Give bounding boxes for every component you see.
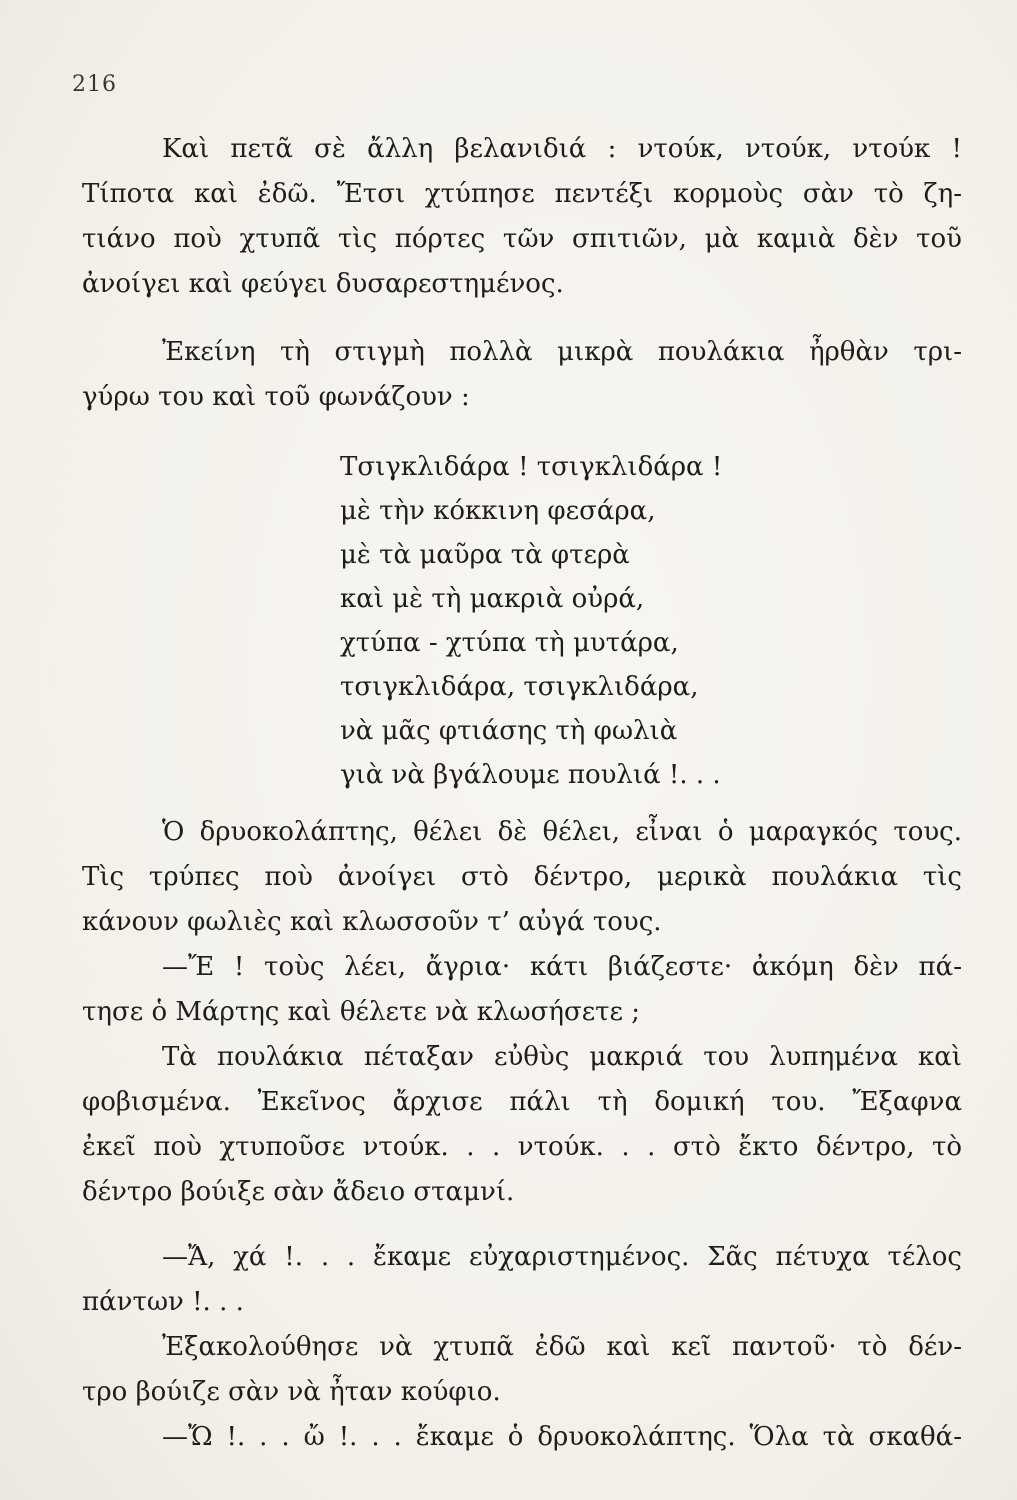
text-line: Καὶ πετᾶ σὲ ἄλλη βελανιδιά : ντούκ, ντούκ, ντούκ ! bbox=[162, 134, 962, 164]
text-line: γύρω του καὶ τοῦ φωνάζουν : bbox=[82, 382, 470, 412]
text-line: ἐκεῖ ποὺ χτυποῦσε ντούκ. . . ντούκ. . . στὸ ἔκτο δέντρο, τὸ bbox=[82, 1132, 962, 1162]
verse-line: Τσιγκλιδάρα ! τσιγκλιδάρα ! bbox=[340, 452, 723, 482]
text-line: κάνουν φωλιὲς καὶ κλωσσοῦν τ’ αὐγά τους. bbox=[82, 907, 662, 937]
dialogue-line: —Ὤ !. . . ὤ !. . . ἔκαμε ὁ δρυοκολάπτης. Ὅλα τὰ σκαθά- bbox=[162, 1422, 962, 1452]
text-line: πάντων !. . . bbox=[82, 1287, 244, 1317]
text-line: Τὶς τρύπες ποὺ ἀνοίγει στὸ δέντρο, μερικὰ πουλάκια τὶς bbox=[82, 862, 962, 892]
verse-line: χτύπα - χτύπα τὴ μυτάρα, bbox=[340, 628, 679, 658]
text-line: Ἐκείνη τὴ στιγμὴ πολλὰ μικρὰ πουλάκια ἦρθὰν τρι- bbox=[162, 337, 962, 367]
verse-line: μὲ τὰ μαῦρα τὰ φτερὰ bbox=[340, 540, 630, 570]
text-line: ἀνοίγει καὶ φεύγει δυσαρεστημένος. bbox=[82, 269, 564, 299]
text-line: Ἐξακολούθησε νὰ χτυπᾶ ἐδῶ καὶ κεῖ παντοῦ· τὸ δέν- bbox=[162, 1332, 962, 1362]
text-line: Τὰ πουλάκια πέταξαν εὐθὺς μακριά του λυπημένα καὶ bbox=[162, 1042, 962, 1072]
text-line: Ὁ δρυοκολάπτης, θέλει δὲ θέλει, εἶναι ὁ μαραγκός τους. bbox=[162, 817, 962, 847]
dialogue-line: —Ἔ ! τοὺς λέει, ἄγρια· κάτι βιάζεστε· ἀκόμη δὲν πά- bbox=[162, 952, 962, 982]
text-line: τιάνο ποὺ χτυπᾶ τὶς πόρτες τῶν σπιτιῶν, μὰ καμιὰ δὲν τοῦ bbox=[82, 224, 962, 254]
verse-line: γιὰ νὰ βγάλουμε πουλιά !. . . bbox=[340, 760, 721, 790]
page-number: 216 bbox=[72, 72, 117, 97]
text-line: τρο βούιζε σὰν νὰ ἦταν κούφιο. bbox=[82, 1377, 501, 1407]
text-line: τησε ὁ Μάρτης καὶ θέλετε νὰ κλωσήσετε ; bbox=[82, 997, 641, 1027]
text-line: φοβισμένα. Ἐκεῖνος ἄρχισε πάλι τὴ δομική του. Ἔξαφνα bbox=[82, 1087, 962, 1117]
text-line: Τίποτα καὶ ἐδῶ. Ἔτσι χτύπησε πεντέξι κορμοὺς σὰν τὸ ζη- bbox=[82, 179, 962, 209]
verse-line: τσιγκλιδάρα, τσιγκλιδάρα, bbox=[340, 672, 699, 702]
verse-line: μὲ τὴν κόκκινη φεσάρα, bbox=[340, 496, 656, 526]
dialogue-line: —Ἄ, χά !. . . ἔκαμε εὐχαριστημένος. Σᾶς πέτυχα τέλος bbox=[162, 1242, 962, 1272]
verse-line: νὰ μᾶς φτιάσης τὴ φωλιὰ bbox=[340, 716, 678, 746]
text-line: δέντρο βούιξε σὰν ἄδειο σταμνί. bbox=[82, 1177, 515, 1207]
verse-line: καὶ μὲ τὴ μακριὰ οὐρά, bbox=[340, 584, 645, 614]
